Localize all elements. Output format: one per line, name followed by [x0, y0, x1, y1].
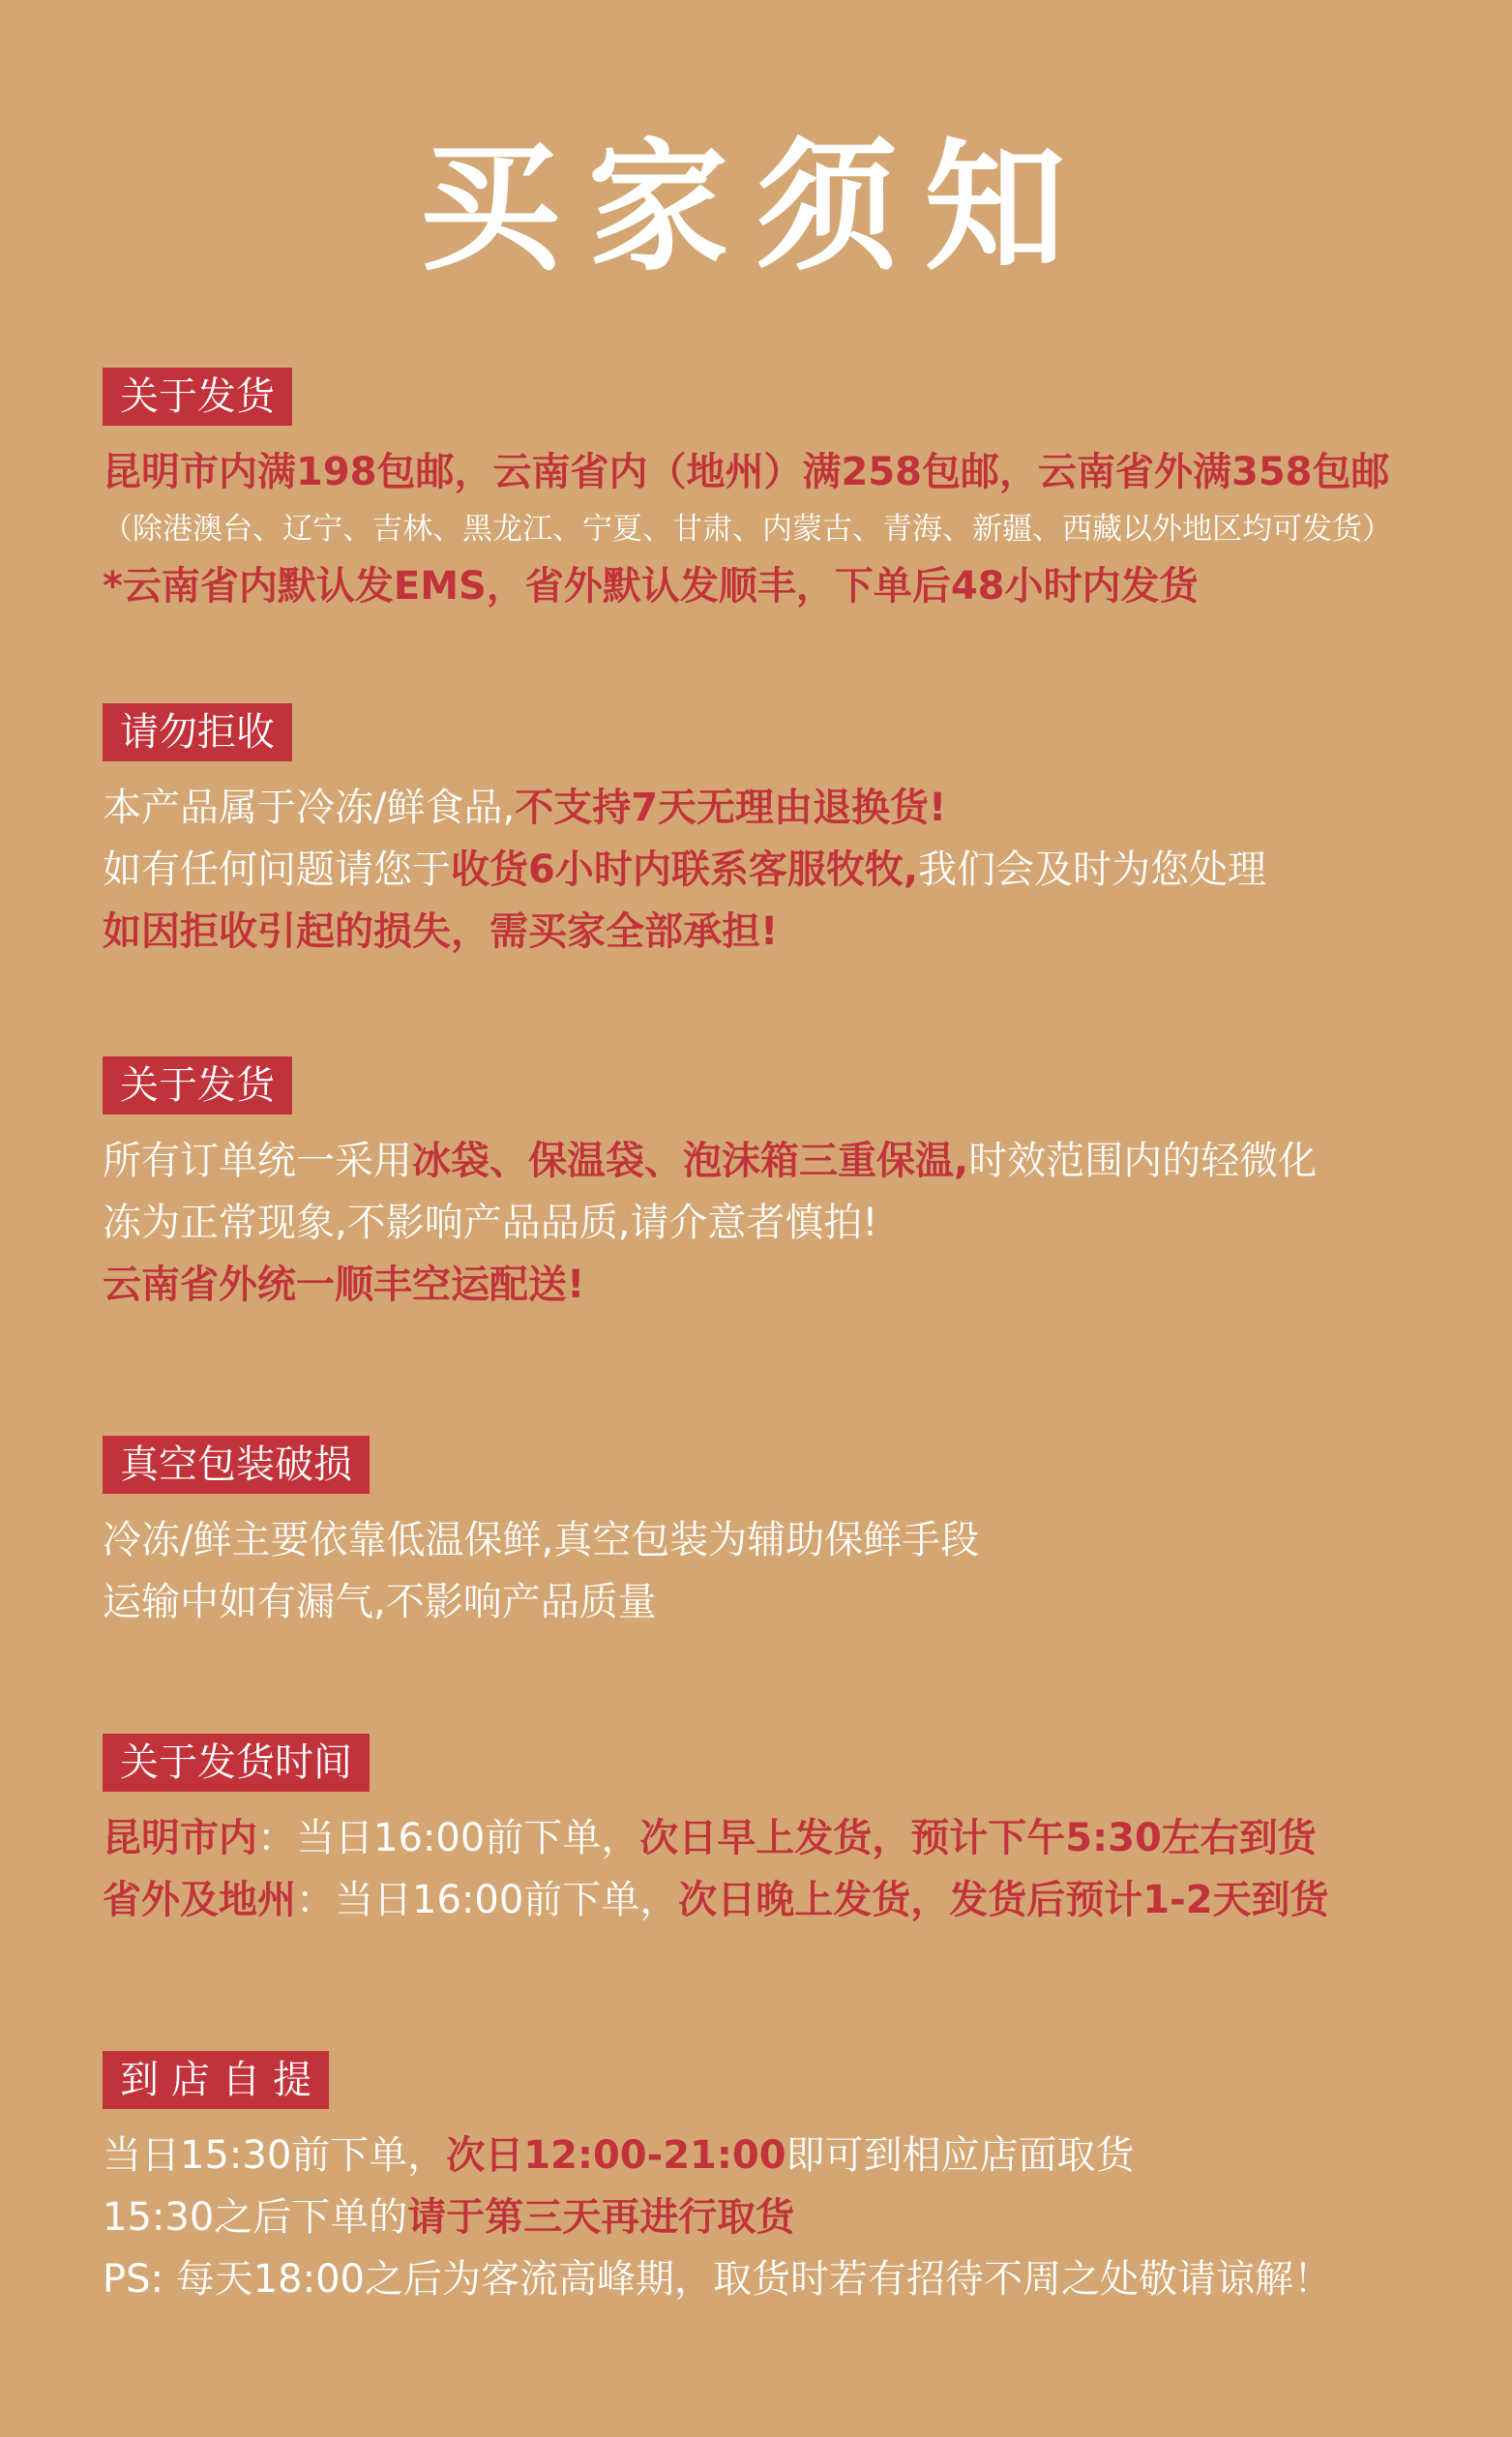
- section-lines: [103, 1509, 1476, 1633]
- text-line: [103, 1192, 1476, 1254]
- section-lines: [103, 1130, 1476, 1316]
- text-line: [103, 901, 1476, 963]
- text-span: ：当日16:00前下单，: [296, 1878, 679, 1922]
- text-span: PS: 每天18:00之后为客流高峰期，取货时若有招待不周之处敬请谅解！: [103, 2257, 1332, 2302]
- page-title: 买家须知: [419, 126, 1093, 290]
- text-span: 次日12:00-21:00: [446, 2133, 786, 2178]
- section-shipping: [103, 368, 1476, 617]
- section-lines: [103, 441, 1476, 617]
- text-span: 所有订单统一采用: [103, 1139, 412, 1183]
- text-span: 昆明市内: [103, 1816, 257, 1860]
- section-lines: [103, 2125, 1476, 2310]
- text-line: [103, 777, 1476, 839]
- text-span: 冷冻/鲜主要依靠低温保鲜,真空包装为辅助保鲜手段: [103, 1518, 980, 1562]
- text-line: [103, 839, 1476, 901]
- section-store-pickup: [103, 2051, 1476, 2310]
- text-line: [103, 555, 1476, 617]
- text-span: （除港澳台、辽宁、吉林、黑龙江、宁夏、甘肃、内蒙古、青海、新疆、西藏以外地区均可发货）: [103, 512, 1392, 547]
- section-tag: 关于发货时间: [103, 1734, 370, 1792]
- text-span: 运输中如有漏气,不影响产品质量: [103, 1580, 657, 1624]
- text-span: 冻为正常现象,不影响产品品质,请介意者慎拍!: [103, 1201, 878, 1245]
- text-span: 时效范围内的轻微化: [968, 1139, 1318, 1183]
- section-tag: 请勿拒收: [103, 703, 292, 761]
- text-span: 当日15:30前下单，: [103, 2133, 447, 2178]
- text-span: *云南省内默认发EMS，省外默认发顺丰，下单后48小时内发货: [103, 564, 1199, 609]
- text-line: [103, 1571, 1476, 1633]
- text-span: 我们会及时为您处理: [918, 847, 1267, 892]
- section-shipping-time: [103, 1734, 1476, 1931]
- text-span: 请于第三天再进行取货: [407, 2195, 795, 2240]
- text-line: [103, 1509, 1476, 1571]
- text-line: [103, 1807, 1476, 1869]
- section-tag: 到 店 自 提: [103, 2051, 329, 2109]
- text-span: 冰袋、保温袋、泡沫箱三重保温,: [412, 1139, 969, 1183]
- text-line: [103, 2125, 1476, 2186]
- text-line: [103, 2186, 1476, 2248]
- section-tag: 关于发货: [103, 368, 292, 426]
- section-lines: [103, 1807, 1476, 1931]
- section-packaging: [103, 1056, 1476, 1316]
- text-span: 不支持7天无理由退换货!: [515, 786, 947, 830]
- text-span: 收货6小时内联系客服牧牧,: [451, 847, 919, 892]
- section-lines: [103, 777, 1476, 963]
- section-vacuum-damage: [103, 1436, 1476, 1633]
- text-span: ：当日16:00前下单，: [257, 1816, 640, 1860]
- text-span: 15:30之后下单的: [103, 2195, 408, 2240]
- text-span: 如因拒收引起的损失，需买家全部承担!: [103, 909, 779, 954]
- text-line: [103, 1130, 1476, 1192]
- text-span: 云南省外统一顺丰空运配送!: [103, 1263, 585, 1307]
- section-no-refusal: [103, 703, 1476, 963]
- section-tag: 真空包装破损: [103, 1436, 370, 1494]
- section-tag: 关于发货: [103, 1056, 292, 1114]
- text-line: [103, 2248, 1476, 2310]
- text-line: [103, 441, 1476, 503]
- text-line: [103, 503, 1476, 555]
- text-span: 次日早上发货，预计下午5:30左右到货: [639, 1816, 1317, 1860]
- text-span: 昆明市内满198包邮，云南省内（地州）满258包邮，云南省外满358包邮: [103, 450, 1390, 494]
- text-span: 如有任何问题请您于: [103, 847, 451, 892]
- text-line: [103, 1254, 1476, 1316]
- text-span: 省外及地州: [103, 1878, 296, 1922]
- text-span: 次日晚上发货，发货后预计1-2天到货: [678, 1878, 1329, 1922]
- text-span: 即可到相应店面取货: [786, 2133, 1135, 2178]
- text-line: [103, 1869, 1476, 1931]
- text-span: 本产品属于冷冻/鲜食品,: [103, 786, 516, 830]
